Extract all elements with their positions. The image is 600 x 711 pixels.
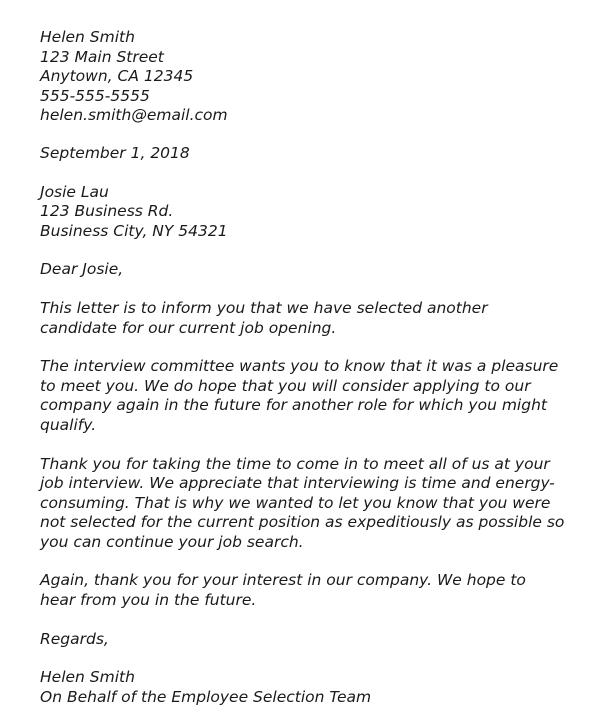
paragraph-line: job interview. We appreciate that interviewing is time and energy- xyxy=(40,474,555,493)
paragraph-line: not selected for the current position as expeditiously as possible so xyxy=(40,513,565,532)
paragraph-line: Thank you for taking the time to come in to meet all of us at your xyxy=(40,454,550,473)
date-text: September 1, 2018 xyxy=(40,143,190,162)
paragraph-3 xyxy=(40,455,585,553)
signature-name: Helen Smith xyxy=(40,668,135,687)
recipient-street: 123 Business Rd. xyxy=(40,202,174,221)
closing xyxy=(40,630,585,650)
sender-address-block xyxy=(40,28,585,126)
letter-page xyxy=(40,28,585,707)
paragraph-line: you can continue your job search. xyxy=(40,532,304,551)
paragraph-line: hear from you in the future. xyxy=(40,591,257,610)
salutation xyxy=(40,260,585,280)
paragraph-line: to meet you. We do hope that you will consider applying to our xyxy=(40,376,531,395)
salutation-text: Dear Josie, xyxy=(40,260,124,279)
paragraph-line: consuming. That is why we wanted to let you know that you were xyxy=(40,493,551,512)
paragraph-line: qualify. xyxy=(40,415,97,434)
paragraph-line: This letter is to inform you that we have selected another xyxy=(40,298,488,317)
closing-text: Regards, xyxy=(40,629,109,648)
recipient-name: Josie Lau xyxy=(40,182,109,201)
paragraph-4 xyxy=(40,571,585,610)
recipient-city-line: Business City, NY 54321 xyxy=(40,221,228,240)
paragraph-line: The interview committee wants you to know that it was a pleasure xyxy=(40,357,559,376)
letter-date xyxy=(40,144,585,164)
sender-email: helen.smith@email.com xyxy=(40,106,228,125)
sender-name: Helen Smith xyxy=(40,28,135,46)
paragraph-line: Again, thank you for your interest in our company. We hope to xyxy=(40,571,526,590)
recipient-address-block xyxy=(40,183,585,242)
sender-street: 123 Main Street xyxy=(40,47,164,66)
signature-block xyxy=(40,668,585,707)
signature-title: On Behalf of the Employee Selection Team xyxy=(40,687,372,706)
paragraph-line: company again in the future for another role for which you might xyxy=(40,396,547,415)
sender-phone: 555-555-5555 xyxy=(40,86,150,105)
paragraph-2 xyxy=(40,357,585,435)
paragraph-line: candidate for our current job opening. xyxy=(40,318,337,337)
sender-city-line: Anytown, CA 12345 xyxy=(40,67,194,86)
paragraph-1 xyxy=(40,299,585,338)
